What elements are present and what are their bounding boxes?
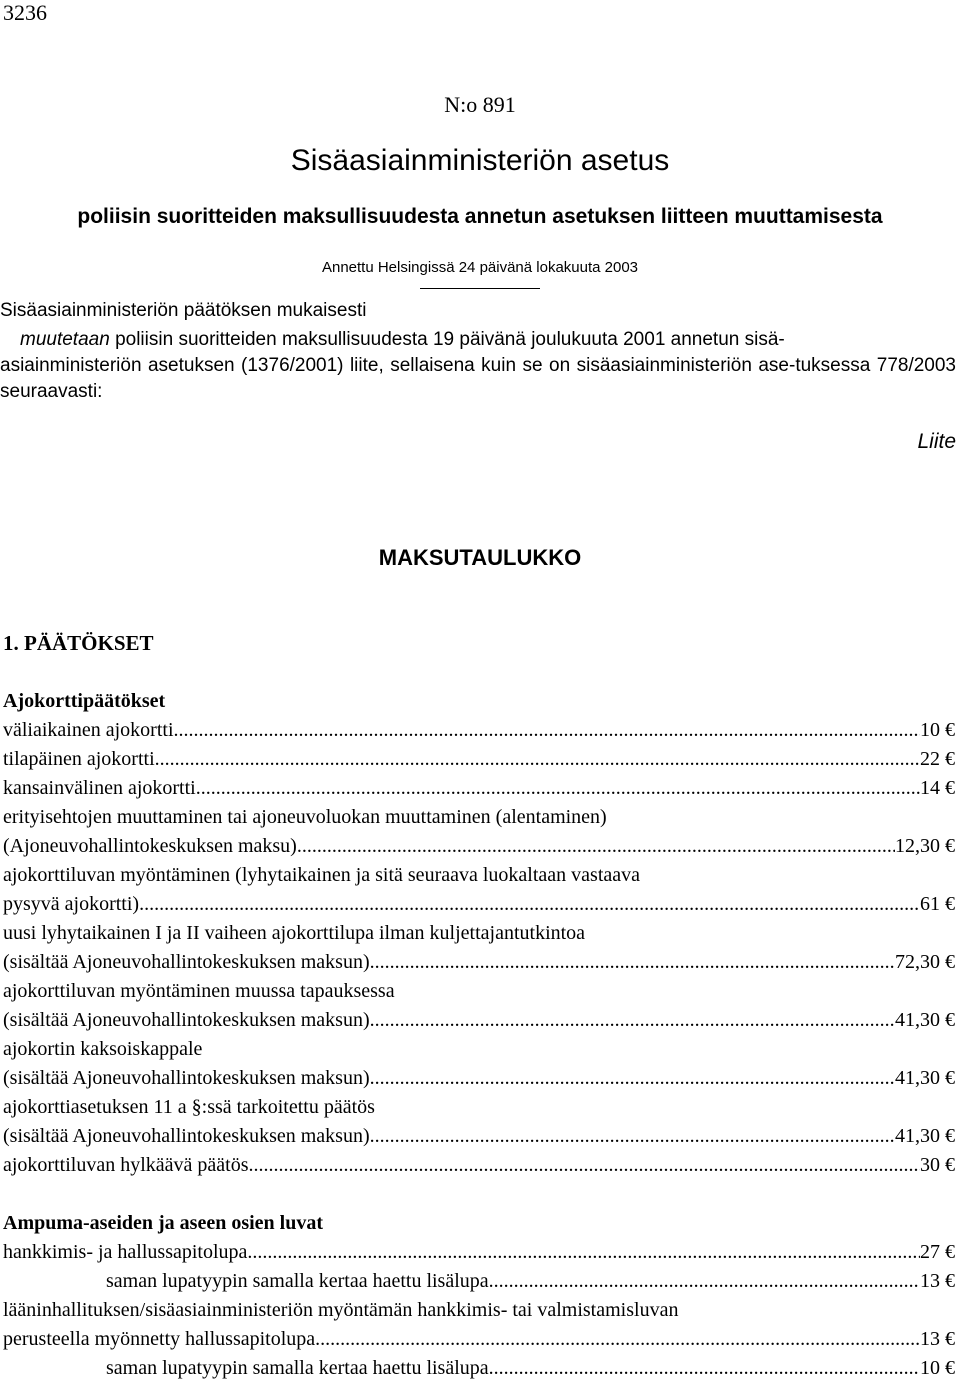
fee-price: 22 € xyxy=(920,748,955,770)
intro-line-1 xyxy=(0,327,956,353)
document-number: N:o 891 xyxy=(444,92,516,117)
fee-label: (sisältää Ajoneuvohallintokeskuksen maksun) xyxy=(3,1009,370,1031)
fee-label: (sisältää Ajoneuvohallintokeskuksen maksun) xyxy=(3,951,370,973)
fee-label: kansainvälinen ajokortti xyxy=(3,777,196,799)
leader-dots xyxy=(297,832,895,861)
leader-dots xyxy=(196,774,920,803)
leader-dots xyxy=(370,948,895,977)
fee-label: väliaikainen ajokortti xyxy=(3,719,174,741)
fee-description: lääninhallituksen/sisäasiainministeriön myöntämän hankkimis- tai valmistamisluvan xyxy=(3,1299,679,1321)
fee-row xyxy=(3,832,955,861)
fee-row xyxy=(3,1122,955,1151)
fee-row xyxy=(3,890,955,919)
fee-label: perusteella myönnetty hallussapitolupa xyxy=(3,1328,316,1350)
fee-description: uusi lyhytaikainen I ja II vaiheen ajokorttilupa ilman kuljettajantutkintoa xyxy=(3,922,586,944)
fee-price: 13 € xyxy=(920,1328,955,1350)
page-number: 3236 xyxy=(3,0,47,25)
fee-description: erityisehtojen muuttaminen tai ajoneuvoluokan muuttaminen (alentaminen) xyxy=(3,806,607,828)
intro-rest: asiainministeriön asetuksen (1376/2001) liite, sellaisena kuin se on sisäasiainministeriön ase-tuksessa 778/2003 seuraavasti: xyxy=(0,355,956,402)
table-title: MAKSUTAULUKKO xyxy=(378,545,582,570)
fee-price: 14 € xyxy=(920,777,955,799)
leader-dots xyxy=(174,716,921,745)
leader-dots xyxy=(139,890,920,919)
fee-label: (Ajoneuvohallintokeskuksen maksu) xyxy=(3,835,297,857)
document-subtitle: poliisin suoritteiden maksullisuudesta annetun asetuksen liitteen muuttamisesta xyxy=(77,205,883,228)
leader-dots xyxy=(247,1238,920,1267)
leader-dots xyxy=(248,1151,920,1180)
leader-dots xyxy=(489,1267,920,1296)
fee-row xyxy=(3,1267,955,1296)
date-line: Annettu Helsingissä 24 päivänä lokakuuta 2003 xyxy=(321,259,639,276)
fee-label: hankkimis- ja hallussapitolupa xyxy=(3,1241,248,1263)
leader-dots xyxy=(370,1122,895,1151)
fee-label: ajokorttiluvan hylkäävä päätös xyxy=(3,1154,249,1176)
fee-price: 10 € xyxy=(920,719,955,741)
spacer xyxy=(3,1180,955,1209)
fee-row xyxy=(3,1064,955,1093)
section-b-heading: Ampuma-aseiden ja aseen osien luvat xyxy=(3,1212,324,1234)
intro-line-1-rest: poliisin suoritteiden maksullisuudesta 19 päivänä joulukuuta 2001 annetun sisä- xyxy=(109,329,785,350)
fee-row xyxy=(3,948,955,977)
appendix-label: Liite xyxy=(917,430,956,453)
fee-row xyxy=(3,1006,955,1035)
fee-label: pysyvä ajokortti) xyxy=(3,893,140,915)
divider xyxy=(420,288,540,289)
intro-keyword: muutetaan xyxy=(20,329,110,350)
fee-price: 12,30 € xyxy=(895,835,955,857)
fee-row xyxy=(3,1238,955,1267)
fee-row xyxy=(3,716,955,745)
fee-label: saman lupatyypin samalla kertaa haettu lisälupa xyxy=(106,1270,489,1292)
leader-dots xyxy=(370,1006,895,1035)
intro-paragraph xyxy=(0,327,956,405)
fee-row xyxy=(3,774,955,803)
document-title: Sisäasiainministeriön asetus xyxy=(290,144,670,177)
intro-first-line: Sisäasiainministeriön päätöksen mukaisesti xyxy=(0,300,367,321)
fee-price: 72,30 € xyxy=(895,951,955,973)
fee-description: ajokorttiluvan myöntäminen muussa tapauksessa xyxy=(3,980,395,1002)
fee-price: 10 € xyxy=(920,1357,955,1379)
fee-row xyxy=(3,1151,955,1180)
fee-label: (sisältää Ajoneuvohallintokeskuksen maksun) xyxy=(3,1125,370,1147)
section-a-heading: Ajokorttipäätökset xyxy=(3,690,166,712)
fee-description: ajokortin kaksoiskappale xyxy=(3,1038,203,1060)
fee-row xyxy=(3,745,955,774)
leader-dots xyxy=(315,1325,920,1354)
fee-price: 30 € xyxy=(920,1154,955,1176)
fee-list xyxy=(3,687,955,1383)
fee-price: 27 € xyxy=(920,1241,955,1263)
fee-price: 41,30 € xyxy=(895,1067,955,1089)
fee-price: 61 € xyxy=(920,893,955,915)
fee-row xyxy=(3,1354,955,1383)
section-title: 1. PÄÄTÖKSET xyxy=(3,631,154,655)
leader-dots xyxy=(370,1064,895,1093)
fee-price: 41,30 € xyxy=(895,1009,955,1031)
fee-label: (sisältää Ajoneuvohallintokeskuksen maksun) xyxy=(3,1067,370,1089)
fee-description: ajokorttiasetuksen 11 a §:ssä tarkoitettu päätös xyxy=(3,1096,375,1118)
fee-price: 41,30 € xyxy=(895,1125,955,1147)
leader-dots xyxy=(489,1354,920,1383)
fee-row xyxy=(3,1325,955,1354)
fee-description: ajokorttiluvan myöntäminen (lyhytaikainen ja sitä seuraava luokaltaan vastaava xyxy=(3,864,641,886)
leader-dots xyxy=(155,745,920,774)
fee-label: saman lupatyypin samalla kertaa haettu lisälupa xyxy=(106,1357,489,1379)
fee-price: 13 € xyxy=(920,1270,955,1292)
fee-label: tilapäinen ajokortti xyxy=(3,748,155,770)
